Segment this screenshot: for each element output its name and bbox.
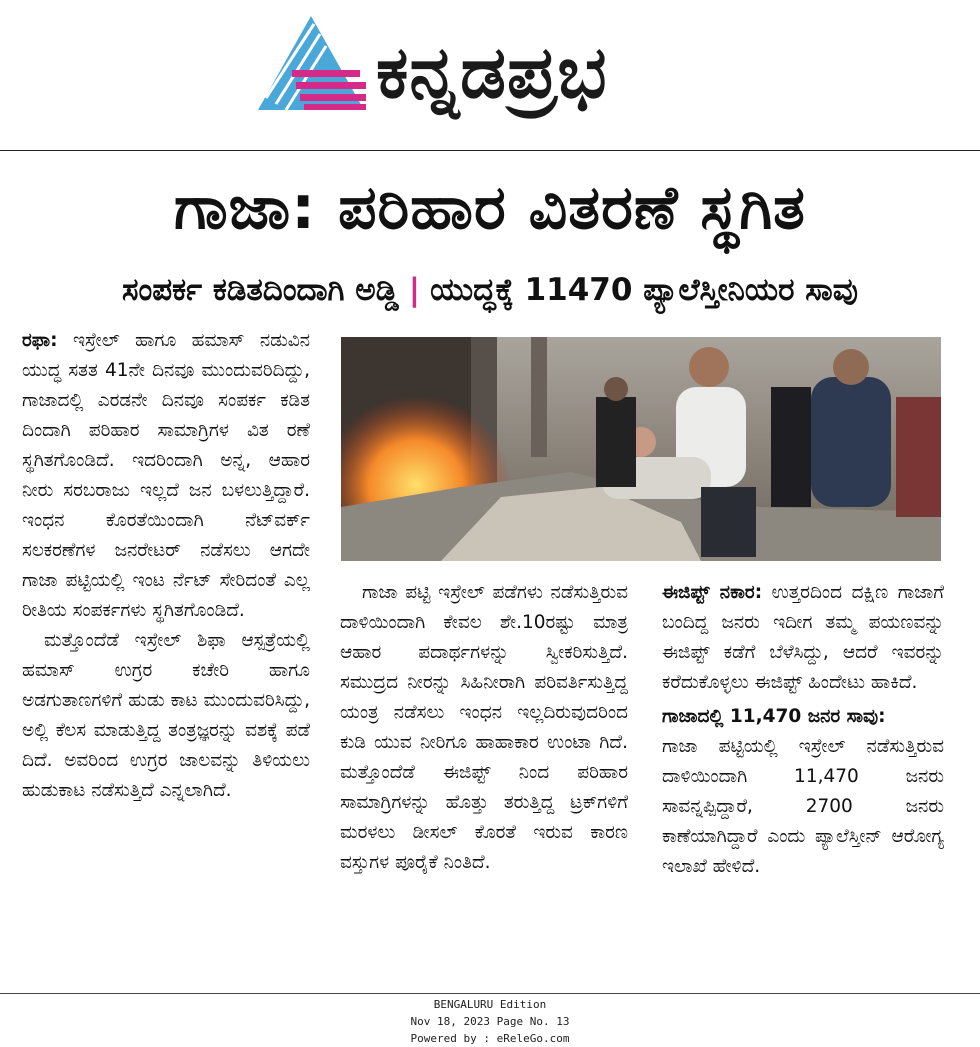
kannadaprabha-logo-icon bbox=[256, 14, 370, 112]
footer-divider bbox=[0, 993, 980, 994]
paragraph: ಗಾಜಾ ಪಟ್ಟಿ ಇಸ್ರೇಲ್ ಪಡೆಗಳು ನಡೆಸುತ್ತಿರುವ ದಾಳಿಯಿಂದಾಗಿ ಕೇವಲ ಶೇ.10ರಷ್ಟು ಮಾತ್ರ ಆಹಾರ ಪದಾರ್ಥಗಳನ್ನು ಸ್ವೀಕರಿಸುತ್ತಿದೆ. ಸಮುದ್ರದ ನೀರನ್ನು ಸಿಹಿನೀರಾಗಿ ಪರಿವರ್ತಿಸುತ್ತಿದ್ದ ಯಂತ್ರ ನಡೆಸಲು ಇಂಧನ ಇಲ್ಲದಿರುವುದರಿಂದ ಕುಡಿ ಯುವ ನೀರಿಗೂ ಹಾಹಾಕಾರ ಉಂಟಾ ಗಿದೆ. ಮತ್ತೊಂದೆಡೆ ಈಜಿಪ್ಟ್ ನಿಂದ ಪರಿಹಾರ ಸಾಮಾಗ್ರಿಗಳನ್ನು ಹೊತ್ತು ತರುತ್ತಿದ್ದ ಟ್ರಕ್‌ಗಳಿಗೆ ಮರಳಲು ಡೀಸಲ್ ಕೊರತೆ ಇರುವ ಕಾರಣ ವಸ್ತುಗಳ ಪೂರೈಕೆ ನಿಂತಿದೆ. bbox=[340, 582, 628, 873]
headline: ಗಾಜಾ: ಪರಿಹಾರ ವಿತರಣೆ ಸ್ಥಗಿತ bbox=[174, 173, 806, 243]
powered-by-label: Powered by : eReleGo.com bbox=[410, 1032, 570, 1045]
subhead-left: ಸಂಪರ್ಕ ಕಡಿತದಿಂದಾಗಿ ಅಡ್ಡಿ bbox=[122, 272, 399, 308]
section-heading: ಈಜಿಪ್ಟ್ ನಕಾರ: bbox=[662, 582, 763, 603]
page-footer bbox=[0, 996, 980, 1047]
brand-name: ಕನ್ನಡಪ್ರಭ bbox=[376, 30, 608, 114]
masthead-divider bbox=[0, 150, 980, 151]
section-heading: ಗಾಜಾದಲ್ಲಿ 11,470 ಜನರ ಸಾವು: bbox=[662, 706, 886, 727]
paragraph: ಇಸ್ರೇಲ್ ಹಾಗೂ ಹಮಾಸ್ ನಡುವಿನ ಯುದ್ಧ ಸತತ 41ನೇ ದಿನವೂ ಮುಂದುವರಿದಿದ್ದು, ಗಾಜಾದಲ್ಲಿ ಎರಡನೇ ದಿನವೂ ಸಂಪರ್ಕ ಕಡಿತ ದಿಂದಾಗಿ ಪರಿಹಾರ ಸಾಮಾಗ್ರಿಗಳ ವಿತ ರಣೆ ಸ್ಥಗಿತಗೊಂಡಿದೆ. ಇದರಿಂದಾಗಿ ಅನ್ನ, ಆಹಾರ ನೀರು ಸರಬರಾಜು ಇಲ್ಲದೆ ಜನ ಬಳಲುತ್ತಿದ್ದಾರೆ. ಇಂಧನ ಕೊರತೆಯಿಂದಾಗಿ ನೆಟ್‌ವರ್ಕ್ ಸಲಕರಣೆಗಳ ಜನರೇಟರ್ ನಡೆಸಲು ಆಗದೇ ಗಾಜಾ ಪಟ್ಟಿಯಲ್ಲಿ ಇಂಟ ರ್ನೆಟ್ ಸೇರಿದಂತೆ ಎಲ್ಲ ರೀತಿಯ ಸಂಪರ್ಕಗಳು ಸ್ಥಗಿತಗೊಂಡಿದೆ. bbox=[22, 330, 310, 621]
article-column-1 bbox=[22, 326, 310, 806]
subhead-right: ಯುದ್ಧಕ್ಕೆ 11470 ಪ್ಯಾಲೆಸ್ತೀನಿಯರ ಸಾವು bbox=[430, 272, 858, 308]
paragraph: ಉತ್ತರದಿಂದ ದಕ್ಷಿಣ ಗಾಜಾಗೆ ಬಂದಿದ್ದ ಜನರು ಇದೀಗ ತಮ್ಮ ಪಯಣವನ್ನು ಈಜಿಪ್ಟ್ ಕಡೆಗೆ ಬೆಳೆಸಿದ್ದು, ಆದರೆ ಇವರನ್ನು ಕರೆದುಕೊಳ್ಳಲು ಈಜಿಪ್ಟ್ ಹಿಂದೇಟು ಹಾಕಿದೆ. bbox=[662, 582, 944, 693]
date-page-label: Nov 18, 2023 Page No. 13 bbox=[410, 1015, 570, 1028]
paragraph: ಮತ್ತೊಂದೆಡೆ ಇಸ್ರೇಲ್ ಶಿಫಾ ಆಸ್ಪತ್ರೆಯಲ್ಲಿ ಹಮಾಸ್ ಉಗ್ರರ ಕಚೇರಿ ಹಾಗೂ ಅಡಗುತಾಣಗಳಿಗೆ ಹುಡು ಕಾಟ ಮುಂದುವರಿಸಿದ್ದು, ಅಲ್ಲಿ ಕೆಲಸ ಮಾಡುತ್ತಿದ್ದ ತಂತ್ರಜ್ಞರನ್ನು ವಶಕ್ಕೆ ಪಡೆ ದಿದೆ. ಅವರಿಂದ ಉಗ್ರರ ಜಾಲವನ್ನು ತಿಳಿಯಲು ಹುಡುಕಾಟ ನಡೆಸುತ್ತಿದೆ ಎನ್ನಲಾಗಿದೆ. bbox=[22, 630, 310, 801]
article-column-3 bbox=[662, 578, 944, 882]
dateline: ರಫಾ: bbox=[22, 330, 58, 351]
photo-illustration bbox=[341, 337, 941, 561]
subheadline bbox=[0, 262, 980, 318]
paragraph: ಗಾಜಾ ಪಟ್ಟಿಯಲ್ಲಿ ಇಸ್ರೇಲ್ ನಡೆಸುತ್ತಿರುವ ದಾಳಿಯಿಂದಾಗಿ 11,470 ಜನರು ಸಾವನ್ನಪ್ಪಿದ್ದಾರೆ, 2700 ಜನರು ಕಾಣೆಯಾಗಿದ್ದಾರೆ ಎಂದು ಪ್ಯಾಲೆಸ್ತೀನ್ ಆರೋಗ್ಯ ಇಲಾಖೆ ಹೇಳಿದೆ. bbox=[662, 736, 944, 877]
masthead bbox=[0, 0, 980, 150]
article-column-2 bbox=[340, 578, 628, 878]
news-photo bbox=[341, 337, 941, 561]
edition-label: BENGALURU Edition bbox=[433, 998, 547, 1011]
subhead-separator: | bbox=[408, 272, 421, 308]
